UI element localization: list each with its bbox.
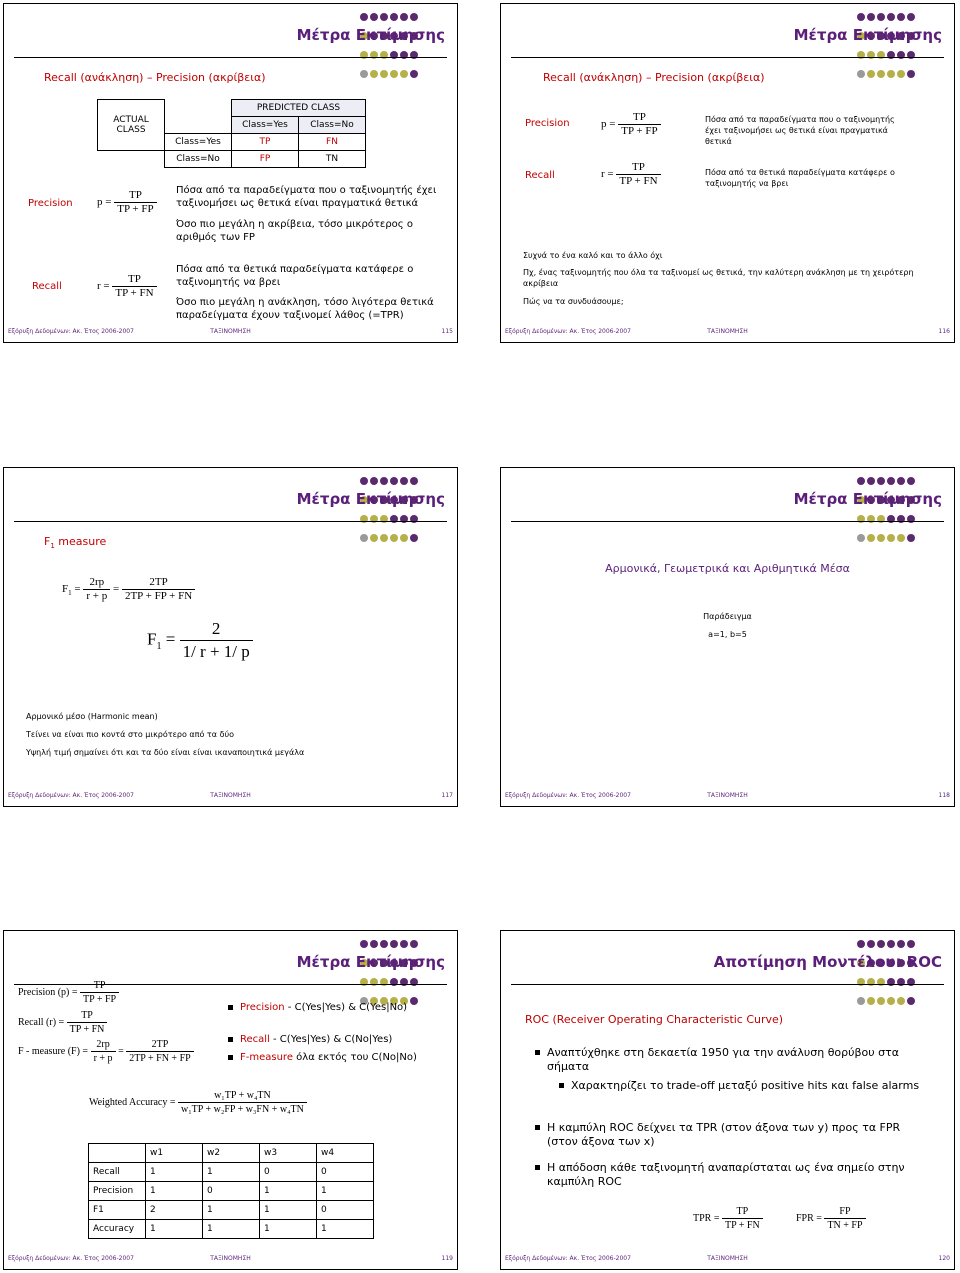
decorative-dots (359, 472, 439, 548)
divider (511, 984, 944, 985)
decorative-dot (360, 534, 368, 542)
weights-header-row: w1 w2 w3 w4 (89, 1144, 374, 1163)
decorative-dot (370, 534, 378, 542)
slide-subtitle: $F_1$ measure (44, 535, 107, 551)
decorative-dot (907, 534, 915, 542)
decorative-dot (897, 940, 905, 948)
decorative-dot (390, 534, 398, 542)
decorative-dot (370, 70, 378, 78)
decorative-dot (410, 13, 418, 21)
slide-footer: Εξόρυξη Δεδομένων: Ακ. Έτος 2006-2007 ΤΑΞΙΝΟΜΗΣΗ 115 (8, 328, 453, 335)
decorative-dot (897, 70, 905, 78)
slide-117 (3, 467, 458, 807)
decorative-dot (400, 70, 408, 78)
decorative-dot (400, 13, 408, 21)
slide-119 (3, 930, 458, 1270)
decorative-dot (887, 534, 895, 542)
decorative-dot (380, 70, 388, 78)
bullet-recall: Recall - C(Yes|Yes) & C(No|Yes) (240, 1033, 440, 1047)
decorative-dot (907, 940, 915, 948)
decorative-dot (390, 940, 398, 948)
example-values: a=1, b=5 (708, 630, 747, 639)
decorative-dot (380, 13, 388, 21)
decorative-dot (857, 70, 865, 78)
precision-label: Precision (525, 118, 570, 129)
decorative-dot (400, 940, 408, 948)
decorative-dot (897, 997, 905, 1005)
section-heading: Αρμονικά, Γεωμετρικά και Αριθμητικά Μέσα (605, 562, 850, 575)
decorative-dot (380, 534, 388, 542)
note-line-2: Τείνει να είναι πιο κοντά στο μικρότερο από τα δύο (26, 730, 234, 739)
decorative-dot (390, 477, 398, 485)
slide-footer: Εξόρυξη Δεδομένων: Ακ. Έτος 2006-2007 ΤΑΞΙΝΟΜΗΣΗ 118 (505, 792, 950, 799)
slide-title: Μέτρα Εκτίμησης (793, 490, 942, 508)
note-line-1: Συχνά το ένα καλό και το άλλο όχι (523, 251, 663, 260)
note-line-3: Υψηλή τιμή σημαίνει ότι και τα δύο είναι είναι ικαναποιητικά μεγάλα (26, 748, 305, 757)
decorative-dot (887, 477, 895, 485)
example-label: Παράδειγμα (703, 612, 752, 621)
weighted-accuracy-formula: Weighted Accuracy = $\frac{\text{w₁TP + w₄TN}}{\text{w₁TP + w₂FP + w₃FN + w₄TN}}$ (89, 1089, 307, 1116)
decorative-dot (907, 997, 915, 1005)
fpr-formula: FPR = $\frac{FP}{TN + FP}$ (796, 1205, 866, 1232)
decorative-dot (907, 477, 915, 485)
recall-desc-1: Πόσα από τα θετικά παραδείγματα κατάφερε ο ταξινομητής να βρει (176, 264, 414, 288)
decorative-dots (359, 8, 439, 84)
decorative-dot (360, 477, 368, 485)
decorative-dot (370, 477, 378, 485)
decorative-dot (857, 997, 865, 1005)
actual-class-header: ACTUAL CLASS (98, 100, 165, 151)
precision-desc-2: Όσο πιο μεγάλη η ακρίβεια, τόσο μικρότερος ο αριθμός των FP (176, 219, 413, 243)
slide-footer: Εξόρυξη Δεδομένων: Ακ. Έτος 2006-2007 ΤΑΞΙΝΟΜΗΣΗ 116 (505, 328, 950, 335)
decorative-dots (856, 472, 936, 548)
decorative-dot (360, 70, 368, 78)
note-line-3: Πώς να τα συνδυάσουμε; (523, 297, 624, 306)
decorative-dot (857, 477, 865, 485)
decorative-dot (867, 70, 875, 78)
decorative-dot (897, 13, 905, 21)
decorative-dot (380, 940, 388, 948)
row-yes: Class=Yes (165, 134, 232, 151)
decorative-dot (410, 70, 418, 78)
decorative-dot (887, 997, 895, 1005)
divider (511, 57, 944, 58)
decorative-dot (907, 70, 915, 78)
bullet-roc-1: Αναπτύχθηκε στη δεκαετία 1950 για την ανάλυση θορύβου στα σήματα (547, 1046, 927, 1074)
slide-title: Μέτρα Εκτίμησης (296, 953, 445, 971)
precision-desc: Πόσα από τα παραδείγματα που ο ταξινομητής έχει ταξινομήσει ως θετικά είναι πραγματικά θετικά (705, 115, 895, 146)
slide-118 (500, 467, 955, 807)
decorative-dot (370, 940, 378, 948)
precision-formula: p = $\frac{TP}{TP + FP}$ (97, 189, 157, 216)
slide-footer: Εξόρυξη Δεδομένων: Ακ. Έτος 2006-2007 ΤΑΞΙΝΟΜΗΣΗ 117 (8, 792, 453, 799)
decorative-dot (867, 477, 875, 485)
decorative-dot (877, 70, 885, 78)
precision-formula: p = $\frac{TP}{TP + FP}$ (601, 111, 661, 138)
cell-tn: TN (299, 151, 366, 168)
decorative-dot (877, 534, 885, 542)
divider (14, 521, 447, 522)
note-line-1: Αρμονικό μέσο (Harmonic mean) (26, 712, 158, 721)
decorative-dot (380, 477, 388, 485)
decorative-dot (360, 940, 368, 948)
f1-formula-2: $F_1$ = $\frac{2}{1/ r + 1/ p}$ (147, 618, 253, 663)
decorative-dot (400, 477, 408, 485)
table-row: F1 2 1 1 0 (89, 1201, 374, 1220)
slide-footer: Εξόρυξη Δεδομένων: Ακ. Έτος 2006-2007 ΤΑΞΙΝΟΜΗΣΗ 119 (8, 1255, 453, 1262)
divider (511, 521, 944, 522)
cell-fp: FP (232, 151, 299, 168)
decorative-dot (877, 940, 885, 948)
decorative-dot (360, 13, 368, 21)
col-no: Class=No (299, 117, 366, 134)
recall-formula: Recall (r) = $\frac{TP}{TP + FN}$ (18, 1009, 107, 1036)
cell-tp: TP (232, 134, 299, 151)
precision-formula: Precision (p) = $\frac{TP}{TP + FP}$ (18, 979, 119, 1006)
weights-table-wrap (88, 1143, 374, 1239)
decorative-dot (877, 13, 885, 21)
precision-desc-1: Πόσα από τα παραδείγματα που ο ταξινομητής έχει ταξινομήσει ως θετικά είναι πραγματικά θετικά (176, 185, 437, 209)
slide-title: Μέτρα Εκτίμησης (296, 26, 445, 44)
confusion-matrix (97, 99, 366, 168)
slide-title: Μέτρα Εκτίμησης (793, 26, 942, 44)
table-row: Recall 1 1 0 0 (89, 1163, 374, 1182)
bullet-fmeasure: F-measure όλα εκτός του C(No|No) (240, 1051, 440, 1065)
decorative-dot (867, 534, 875, 542)
decorative-dot (400, 534, 408, 542)
recall-label: Recall (32, 281, 62, 292)
decorative-dot (410, 477, 418, 485)
recall-label: Recall (525, 170, 555, 181)
decorative-dot (897, 477, 905, 485)
note-line-2: Πχ, ένας ταξινομητής που όλα τα ταξινομεί ως θετικά, την καλύτερη ανάκληση με τη χειρότερη ακρίβεια (523, 268, 914, 288)
decorative-dot (887, 940, 895, 948)
cell-fn: FN (299, 134, 366, 151)
f1-formula-1: $F_1$ = $\frac{2rp}{r + p}$ = $\frac{2TP}{2TP + FP + FN}$ (62, 576, 195, 603)
decorative-dot (410, 534, 418, 542)
bullet-roc-1-sub: Χαρακτηρίζει το trade-off μεταξύ positive hits και false alarms (571, 1079, 927, 1093)
recall-formula: r = $\frac{TP}{TP + FN}$ (601, 161, 661, 188)
decorative-dot (370, 13, 378, 21)
col-yes: Class=Yes (232, 117, 299, 134)
predicted-class-header: PREDICTED CLASS (232, 100, 366, 117)
slide-subtitle: Recall (ανάκληση) – Precision (ακρίβεια) (543, 71, 765, 84)
recall-desc: Πόσα από τα θετικά παραδείγματα κατάφερε ο ταξινομητής να βρει (705, 168, 895, 188)
tpr-formula: TPR = $\frac{TP}{TP + FN}$ (693, 1205, 763, 1232)
decorative-dot (877, 477, 885, 485)
f-measure-formula: F - measure (F) = $\frac{2rp}{r + p}$ = $\frac{2TP}{2TP + FN + FP}$ (18, 1038, 194, 1065)
table-row: Precision 1 0 1 1 (89, 1182, 374, 1201)
decorative-dot (410, 940, 418, 948)
decorative-dot (897, 534, 905, 542)
decorative-dot (390, 13, 398, 21)
decorative-dot (867, 997, 875, 1005)
decorative-dot (907, 13, 915, 21)
bullet-precision: Precision - C(Yes|Yes) & C(Yes|No) (240, 1001, 440, 1015)
divider (14, 57, 447, 58)
bullet-roc-2: Η καμπύλη ROC δείχνει τα TPR (στον άξονα των y) προς τα FPR (στον άξονα των x) (547, 1121, 927, 1149)
decorative-dot (857, 534, 865, 542)
decorative-dots (856, 8, 936, 84)
decorative-dot (867, 940, 875, 948)
weights-table (88, 1143, 374, 1239)
slide-120 (500, 930, 955, 1270)
roc-subtitle: ROC (Receiver Operating Characteristic Curve) (525, 1013, 784, 1026)
decorative-dot (857, 13, 865, 21)
table-row: Accuracy 1 1 1 1 (89, 1220, 374, 1239)
decorative-dot (390, 70, 398, 78)
decorative-dot (887, 13, 895, 21)
precision-label: Precision (28, 198, 73, 209)
decorative-dots (856, 935, 936, 1011)
confusion-table (97, 99, 366, 168)
slide-115 (3, 3, 458, 343)
recall-desc-2: Όσο πιο μεγάλη η ανάκληση, τόσο λιγότερα θετικά παραδείγματα έχουν ταξινομεί λάθος (=TPR) (176, 297, 434, 321)
decorative-dot (857, 940, 865, 948)
decorative-dot (867, 13, 875, 21)
slide-footer: Εξόρυξη Δεδομένων: Ακ. Έτος 2006-2007 ΤΑΞΙΝΟΜΗΣΗ 120 (505, 1255, 950, 1262)
slide-116 (500, 3, 955, 343)
decorative-dot (877, 997, 885, 1005)
slide-subtitle: Recall (ανάκληση) – Precision (ακρίβεια) (44, 71, 266, 84)
slide-title: Αποτίμηση Μοντέλου: ROC (713, 953, 942, 971)
decorative-dot (887, 70, 895, 78)
slide-title: Μέτρα Εκτίμησης (296, 490, 445, 508)
bullet-roc-3: Η απόδοση κάθε ταξινομητή αναπαρίσταται ως ένα σημείο στην καμπύλη ROC (547, 1161, 927, 1189)
decorative-dots (359, 935, 439, 1011)
recall-formula: r = $\frac{TP}{TP + FN}$ (97, 273, 157, 300)
row-no: Class=No (165, 151, 232, 168)
